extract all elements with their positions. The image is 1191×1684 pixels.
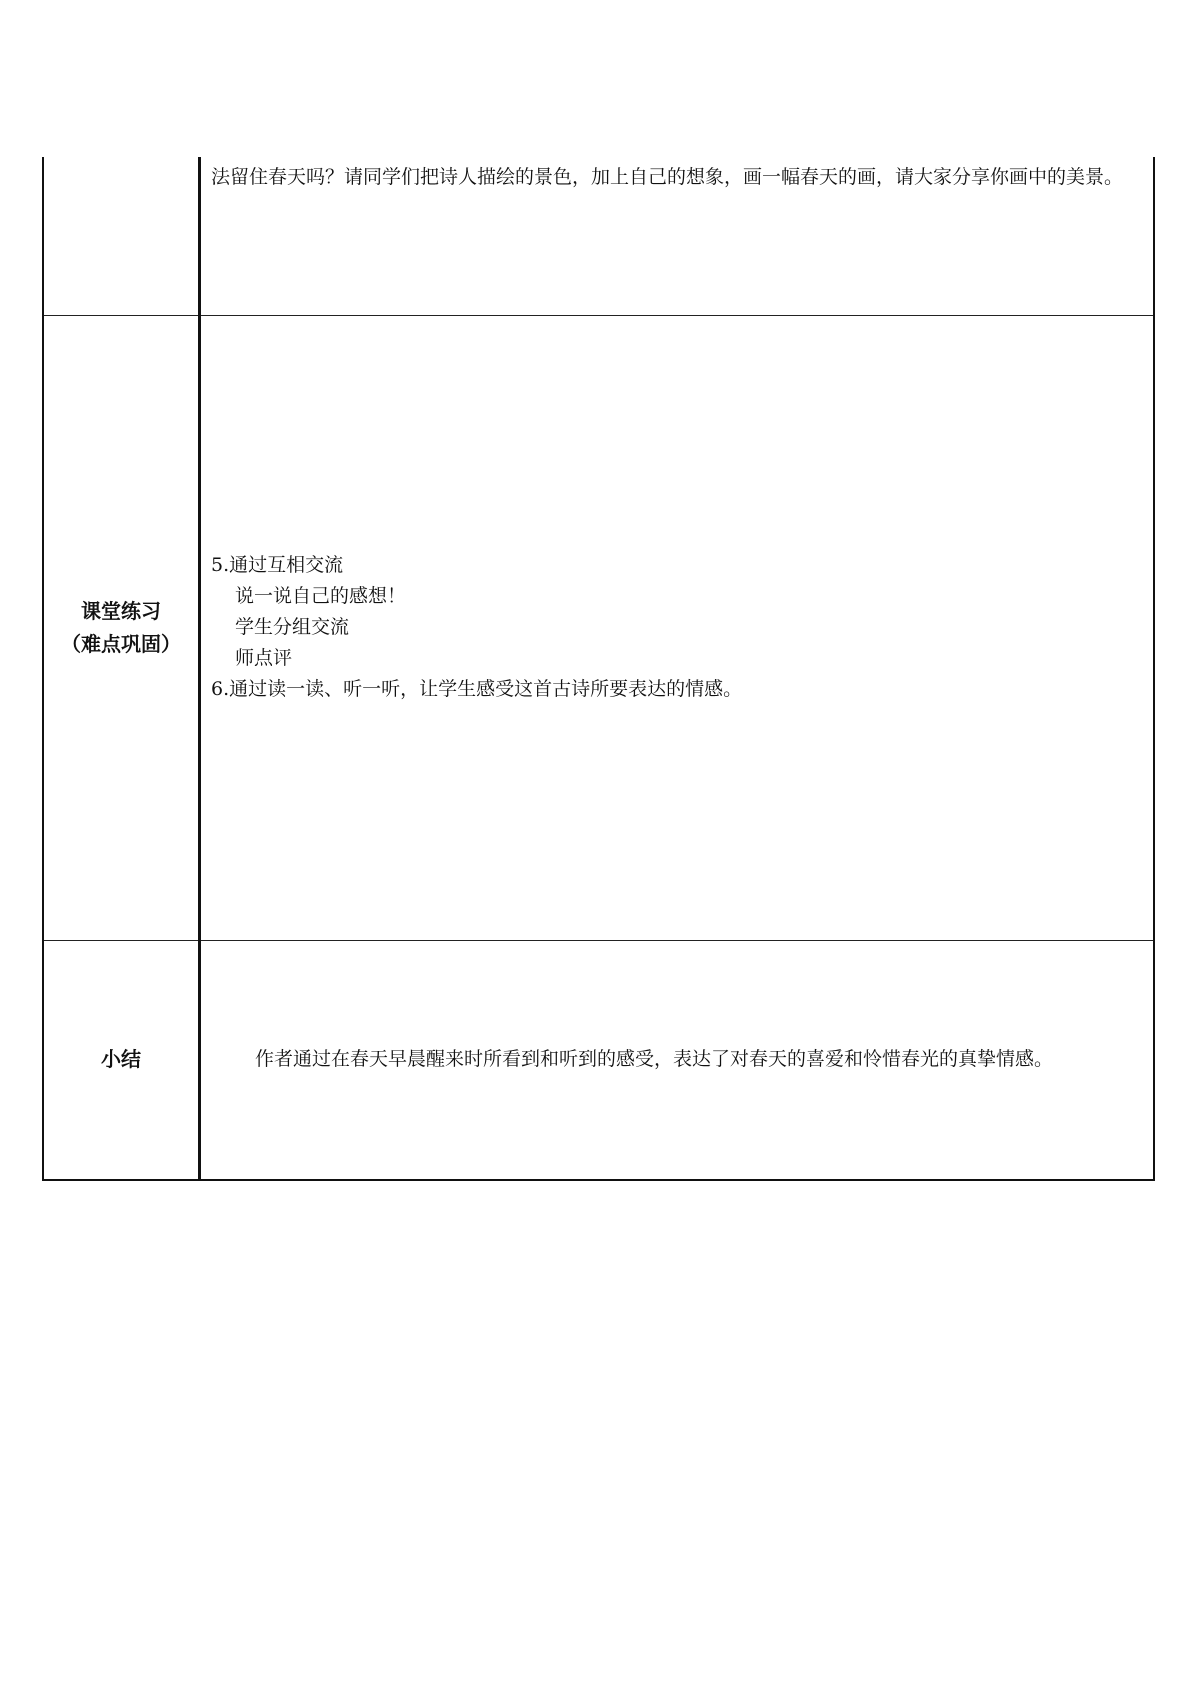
practice-line: 5.通过互相交流 (211, 554, 344, 576)
summary-text: 作者通过在春天早晨醒来时所看到和听到的感受，表达了对春天的喜爱和怜惜春光的真挚情感。 (255, 1048, 1054, 1071)
row-content (200, 157, 1155, 315)
table-row (43, 157, 1154, 315)
practice-line: 学生分组交流 (235, 616, 350, 638)
row-content (200, 315, 1155, 940)
row-label (43, 157, 200, 315)
practice-label: 课堂练习 (81, 598, 161, 623)
row-content (200, 940, 1155, 1180)
lesson-plan-table (42, 157, 1155, 1181)
row-label (43, 315, 200, 940)
practice-content (201, 550, 1153, 705)
table-row (43, 315, 1154, 940)
practice-line: 说一说自己的感想！ (235, 585, 407, 607)
continued-text: 法留住春天吗？请同学们把诗人描绘的景色，加上自己的想象，画一幅春天的画，请大家分享你画中的美景。 (211, 166, 1124, 188)
practice-line: 6.通过读一读、听一听，让学生感受这首古诗所要表达的情感。 (211, 678, 743, 700)
table-row (43, 940, 1154, 1180)
practice-sublabel: （难点巩固） (61, 631, 181, 656)
practice-line: 师点评 (235, 647, 293, 669)
summary-label: 小结 (43, 940, 200, 1180)
